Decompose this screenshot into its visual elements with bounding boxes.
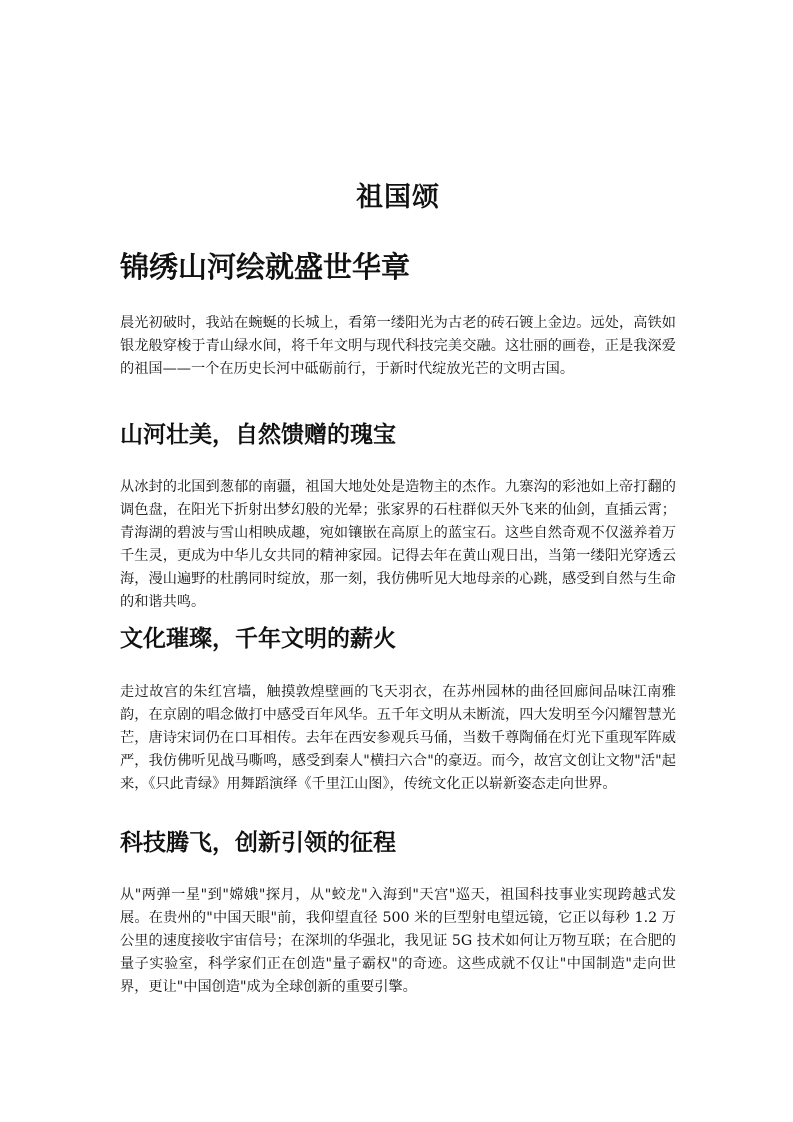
section-heading-technology: 科技腾飞，创新引领的征程: [120, 830, 396, 856]
section-heading-culture: 文化璀璨，千年文明的薪火: [120, 626, 396, 652]
section-heading-nature: 山河壮美，自然馈赠的瑰宝: [120, 422, 396, 448]
section-body-culture: 走过故宫的朱红宫墙，触摸敦煌壁画的飞天羽衣，在苏州园林的曲径回廊间品味江南雅韵，在京剧的唱念做打中感受百年风华。五千年文明从未断流，四大发明至今闪耀智慧光芒，唐诗宋词仍在口耳相传。去年在西安参观兵马俑，当数千尊陶俑在灯光下重现军阵威严，我仿佛听见战马嘶鸣，感受到秦人"横扫六合"的豪迈。而今，故宫文创让文物"活"起来，《只此青绿》用舞蹈演绎《千里江山图》，传统文化正以崭新姿态走向世界。: [120, 684, 676, 792]
main-heading: 锦绣山河绘就盛世华章: [120, 250, 411, 284]
section-body-technology: 从"两弹一星"到"嫦娥"探月，从"蛟龙"入海到"天宫"巡天，祖国科技事业实现跨越式发展。在贵州的"中国天眼"前，我仰望直径 500 米的巨型射电望远镜，它正以每秒 1.2 万公里的速度接收宇宙信号；在深圳的华强北，我见证 5G 技术如何让万物互联；在合肥的量子实验室，科学家们正在创造"量子霸权"的奇迹。这些成就不仅让"中国制造"走向世界，更让"中国创造"成为全球创新的重要引擎。: [120, 887, 676, 995]
intro-paragraph: 晨光初破时，我站在蜿蜒的长城上，看第一缕阳光为古老的砖石镀上金边。远处，高铁如银龙般穿梭于青山绿水间，将千年文明与现代科技完美交融。这壮丽的画卷，正是我深爱的祖国——一个在历史长河中砥砺前行，于新时代绽放光芒的文明古国。: [120, 315, 676, 377]
document-title: 祖国颂: [356, 182, 440, 213]
section-body-nature: 从冰封的北国到葱郁的南疆，祖国大地处处是造物主的杰作。九寨沟的彩池如上帝打翻的调色盘，在阳光下折射出梦幻般的光晕；张家界的石柱群似天外飞来的仙剑，直插云霄；青海湖的碧波与雪山相映成趣，宛如镶嵌在高原上的蓝宝石。这些自然奇观不仅滋养着万千生灵，更成为中华儿女共同的精神家园。记得去年在黄山观日出，当第一缕阳光穿透云海，漫山遍野的杜鹃同时绽放，那一刻，我仿佛听见大地母亲的心跳，感受到自然与生命的和谐共鸣。: [120, 479, 676, 610]
